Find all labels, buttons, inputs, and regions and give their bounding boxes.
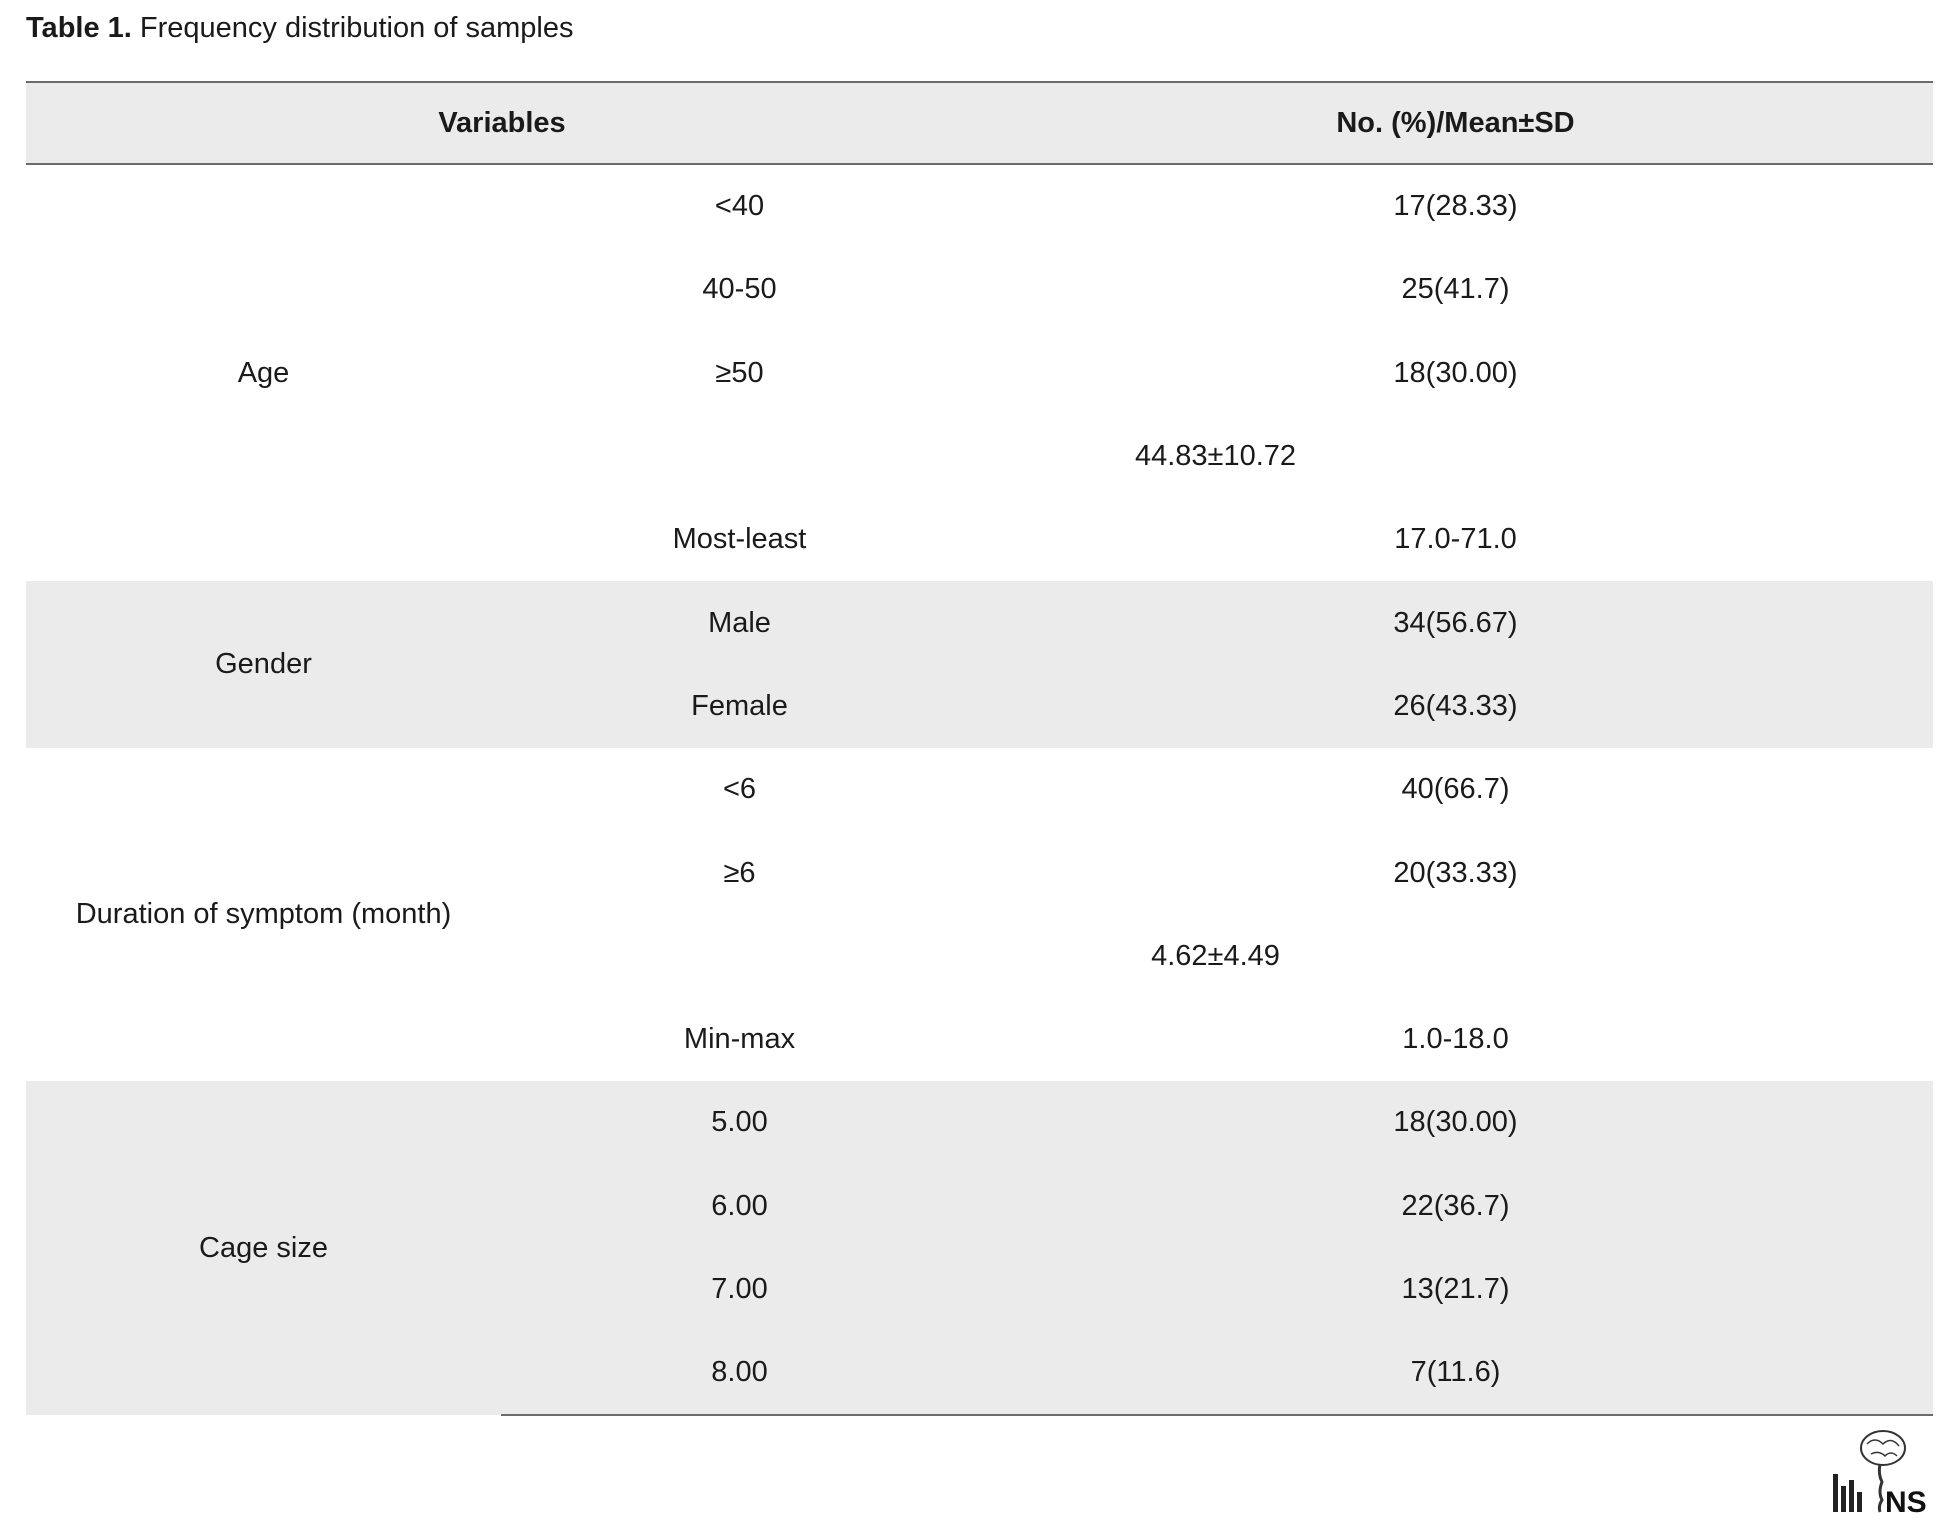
value-cell: 7(11.6): [978, 1331, 1933, 1415]
sub-label: Male: [501, 581, 978, 664]
value-cell: 17.0-71.0: [1394, 523, 1517, 556]
duration-group: [26, 748, 1933, 1081]
group-label-age: Age: [237, 356, 290, 389]
logo-text: NS: [1885, 1486, 1927, 1516]
sub-label: ≥6: [723, 856, 756, 889]
sub-label: 5.00: [501, 1081, 978, 1164]
sub-label: 8.00: [501, 1331, 978, 1415]
value-cell: 20(33.33): [1393, 856, 1518, 889]
mean-sd-cell: [978, 915, 1933, 998]
header-value: No. (%)/Mean±SD: [978, 82, 1933, 164]
sub-label: <6: [722, 773, 757, 806]
sub-label: ≥50: [715, 356, 764, 389]
value-cell: 13(21.7): [978, 1248, 1933, 1331]
table-row: [26, 581, 1933, 664]
value-cell: 18(30.00): [1393, 356, 1518, 389]
gender-group: [26, 581, 1933, 748]
mean-sd-cell: [978, 415, 1933, 498]
group-label-duration: Duration of symptom (month): [75, 898, 452, 931]
table-row: [26, 1081, 1933, 1164]
sub-label: Min-max: [683, 1023, 796, 1056]
group-label-gender: Gender: [26, 581, 501, 748]
sub-label: 7.00: [501, 1248, 978, 1331]
value-cell: 40(66.7): [1401, 773, 1510, 806]
value-cell: 34(56.67): [978, 581, 1933, 664]
caption-text: Frequency distribution of samples: [131, 12, 574, 44]
value-cell: 1.0-18.0: [1402, 1023, 1509, 1056]
table-caption: [26, 8, 574, 48]
sub-label: 6.00: [501, 1165, 978, 1248]
value-cell: 17(28.33): [1393, 190, 1518, 223]
table-row: [26, 164, 1933, 248]
header-variables: Variables: [26, 82, 978, 164]
sub-label: Female: [501, 665, 978, 748]
value-cell: 22(36.7): [978, 1165, 1933, 1248]
sub-label: <40: [714, 190, 765, 223]
group-label-cage: Cage size: [26, 1081, 501, 1415]
sub-label: Most-least: [672, 523, 807, 556]
sub-label: 40-50: [702, 273, 777, 306]
mean-sd-duration: 4.62±4.49: [1151, 939, 1280, 972]
brain-spine-logo-icon: [1825, 1426, 1935, 1516]
value-cell: 25(41.7): [1401, 273, 1510, 306]
value-cell: 26(43.33): [978, 665, 1933, 748]
age-group: [26, 164, 1933, 581]
value-cell: 18(30.00): [978, 1081, 1933, 1164]
cage-group: [26, 1081, 1933, 1415]
caption-label: Table 1.: [26, 12, 132, 44]
table-header-row: [26, 82, 1933, 164]
table-row: [26, 748, 1933, 831]
frequency-table: [26, 81, 1933, 1416]
mean-sd-age: 44.83±10.72: [1134, 440, 1297, 473]
